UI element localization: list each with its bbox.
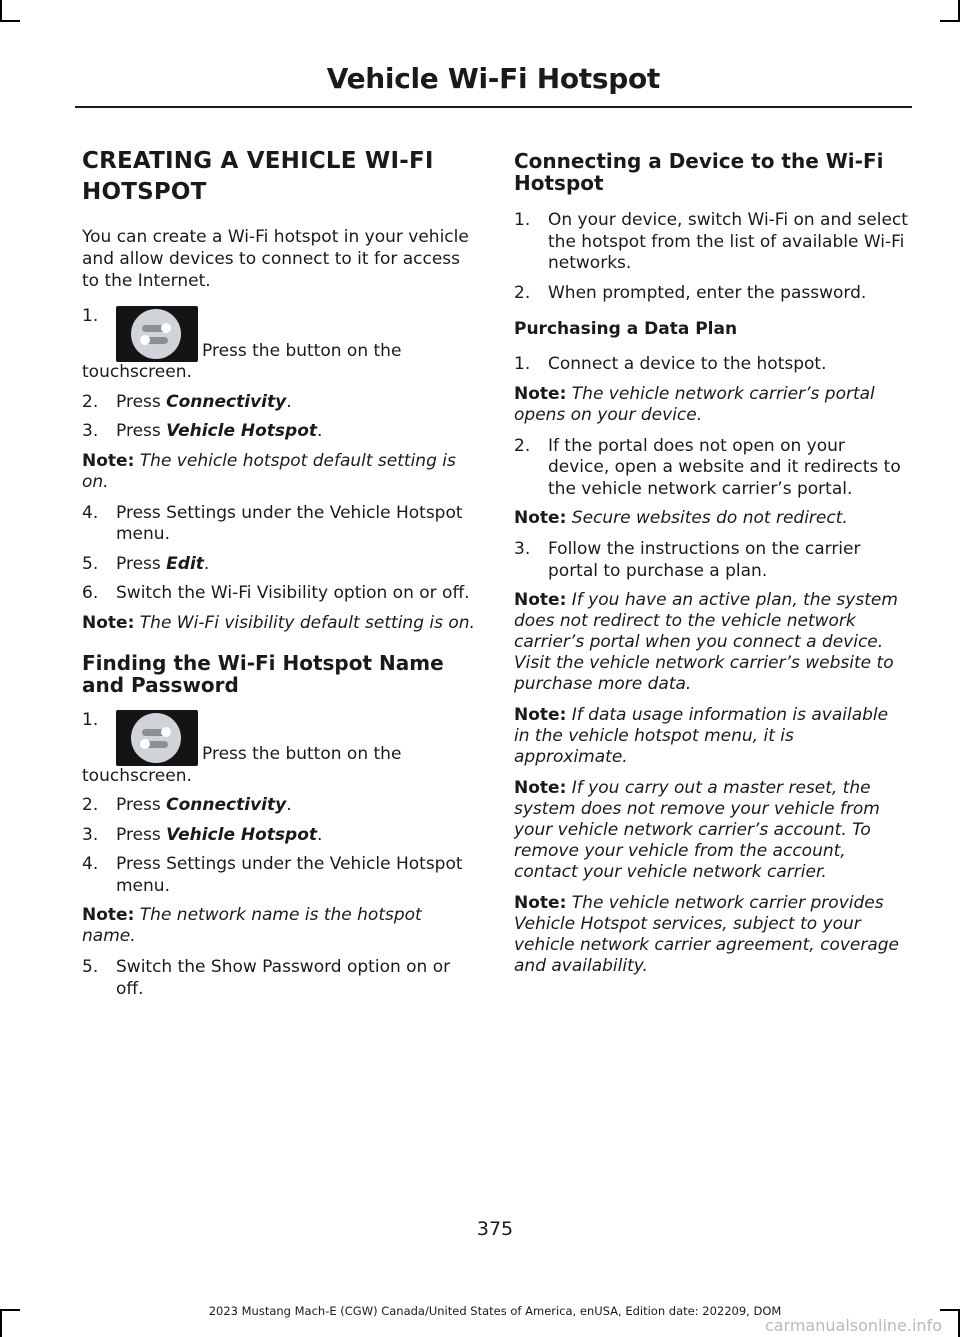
list-text-continued: touchscreen. xyxy=(82,362,192,382)
list-number: 3. xyxy=(82,824,99,845)
list-text: Press xyxy=(116,795,167,815)
list-number: 5. xyxy=(82,553,99,574)
note-label: Note: xyxy=(82,450,135,471)
note xyxy=(514,893,909,977)
list-number: 2. xyxy=(514,435,531,456)
settings-toggle-icon xyxy=(116,710,198,766)
list-item xyxy=(82,854,477,897)
list-text: When prompted, enter the password. xyxy=(548,282,867,303)
note-label: Note: xyxy=(514,590,567,610)
note xyxy=(82,613,477,634)
note-label: Note: xyxy=(82,905,135,925)
note-text: The Wi-Fi visibility default setting is on. xyxy=(139,612,475,633)
list-item xyxy=(82,795,477,817)
header-divider xyxy=(75,106,912,108)
intro-paragraph: You can create a Wi-Fi hotspot in your vehicle and allow devices to connect to it for access to the Internet. xyxy=(82,227,469,291)
note-text: Secure websites do not redirect. xyxy=(571,508,848,528)
note xyxy=(514,508,909,529)
note xyxy=(514,705,909,768)
list-text: If the portal does not open on your device, open a website and it redirects to the vehicle network carrier’s portal. xyxy=(548,435,901,499)
list-item xyxy=(82,957,477,1000)
note xyxy=(514,384,909,426)
list-number: 1. xyxy=(82,709,99,730)
list-text: Press xyxy=(116,553,167,574)
list-text: Press the button on the xyxy=(202,744,402,764)
list-number: 2. xyxy=(82,391,99,412)
list-item xyxy=(514,283,909,305)
list-item xyxy=(514,539,909,582)
list-text: Switch the Show Password option on or off. xyxy=(116,957,451,999)
punctuation: . xyxy=(286,391,292,412)
list-number: 4. xyxy=(82,502,99,523)
list-text: Press the button on the xyxy=(202,340,402,361)
note-text: The vehicle hotspot default setting is on. xyxy=(82,450,456,492)
list-text: Connect a device to the hotspot. xyxy=(548,354,827,374)
subsection-heading: Purchasing a Data Plan xyxy=(514,319,738,339)
note xyxy=(82,905,477,947)
list-text: On your device, switch Wi-Fi on and select the hotspot from the list of available Wi-Fi networks. xyxy=(548,210,908,273)
list-item xyxy=(514,210,909,275)
page-number: 375 xyxy=(476,1218,514,1240)
right-column xyxy=(514,150,909,987)
list-item xyxy=(82,392,477,414)
list-number: 6. xyxy=(82,583,99,603)
note-text: If data usage information is available in the vehicle hotspot menu, it is approximate. xyxy=(514,705,889,767)
note-label: Note: xyxy=(514,893,567,913)
list-item xyxy=(82,825,477,847)
section-heading: CREATING A VEHICLE WI-FI HOTSPOT xyxy=(82,148,434,205)
crop-mark xyxy=(0,20,20,22)
list-item xyxy=(82,306,477,384)
note xyxy=(514,590,909,695)
menu-term: Vehicle Hotspot xyxy=(166,824,318,845)
list-item xyxy=(514,354,909,376)
edition-footer: 2023 Mustang Mach-E (CGW) Canada/United States of America, enUSA, Edition date: 202209, DOM xyxy=(208,1304,782,1318)
list-number: 1. xyxy=(514,210,531,230)
crop-mark xyxy=(940,20,960,22)
list-item xyxy=(82,710,477,788)
list-text: Follow the instructions on the carrier portal to purchase a plan. xyxy=(548,539,861,581)
list-number: 3. xyxy=(514,539,531,559)
menu-term: Connectivity xyxy=(166,391,287,412)
note-text: The vehicle network carrier’s portal opens on your device. xyxy=(514,383,875,425)
list-text: Switch the Wi-Fi Visibility option on or off. xyxy=(116,583,470,603)
list-number: 3. xyxy=(82,421,99,441)
note xyxy=(82,451,477,493)
page-header-title: Vehicle Wi-Fi Hotspot xyxy=(326,62,660,95)
note-label: Note: xyxy=(514,383,567,404)
subsection-heading: Finding the Wi-Fi Hotspot Name and Password xyxy=(82,650,444,697)
note-label: Note: xyxy=(514,705,567,725)
list-text: Press xyxy=(116,391,167,412)
list-item xyxy=(514,436,909,501)
section-heading: Connecting a Device to the Wi-Fi Hotspot xyxy=(514,149,884,195)
list-number: 1. xyxy=(82,306,99,326)
list-item xyxy=(82,421,477,443)
punctuation: . xyxy=(317,421,323,441)
menu-term: Vehicle Hotspot xyxy=(166,421,318,441)
list-item xyxy=(82,554,477,576)
list-text: Press xyxy=(116,824,167,845)
note-text: If you carry out a master reset, the system does not remove your vehicle from your vehicle network carrier’s account. To remove your vehicle from the account, contact your vehicle network carrier. xyxy=(514,778,880,882)
left-column xyxy=(82,146,477,1008)
list-text: Press Settings under the Vehicle Hotspot menu. xyxy=(116,502,463,544)
punctuation: . xyxy=(317,824,323,845)
list-number: 2. xyxy=(82,795,99,815)
punctuation: . xyxy=(203,553,210,574)
crop-mark xyxy=(0,0,2,22)
note-text: If you have an active plan, the system does not redirect to the vehicle network carrier’s portal when you connect a device. Visit the vehicle network carrier’s website to purchase more data. xyxy=(514,590,898,694)
settings-toggle-icon xyxy=(116,306,198,362)
watermark: carmanualsonline.info xyxy=(764,1316,942,1335)
list-item xyxy=(82,583,477,605)
note-label: Note: xyxy=(82,612,135,633)
list-text-continued: touchscreen. xyxy=(82,765,192,786)
list-item xyxy=(82,503,477,546)
list-text: Press Settings under the Vehicle Hotspot menu. xyxy=(116,854,463,896)
punctuation: . xyxy=(286,795,292,815)
list-text: Press xyxy=(116,421,167,441)
note xyxy=(514,778,909,883)
note-label: Note: xyxy=(514,508,567,528)
list-number: 4. xyxy=(82,854,99,874)
menu-term: Connectivity xyxy=(166,795,287,815)
list-number: 1. xyxy=(514,354,531,374)
note-text: The vehicle network carrier provides Vehicle Hotspot services, subject to your vehicle network carrier agreement, coverage and availability. xyxy=(514,893,900,976)
menu-term: Edit xyxy=(166,553,204,574)
note-text: The network name is the hotspot name. xyxy=(82,905,422,946)
note-label: Note: xyxy=(514,778,567,798)
list-number: 5. xyxy=(82,957,99,977)
list-number: 2. xyxy=(514,282,531,303)
